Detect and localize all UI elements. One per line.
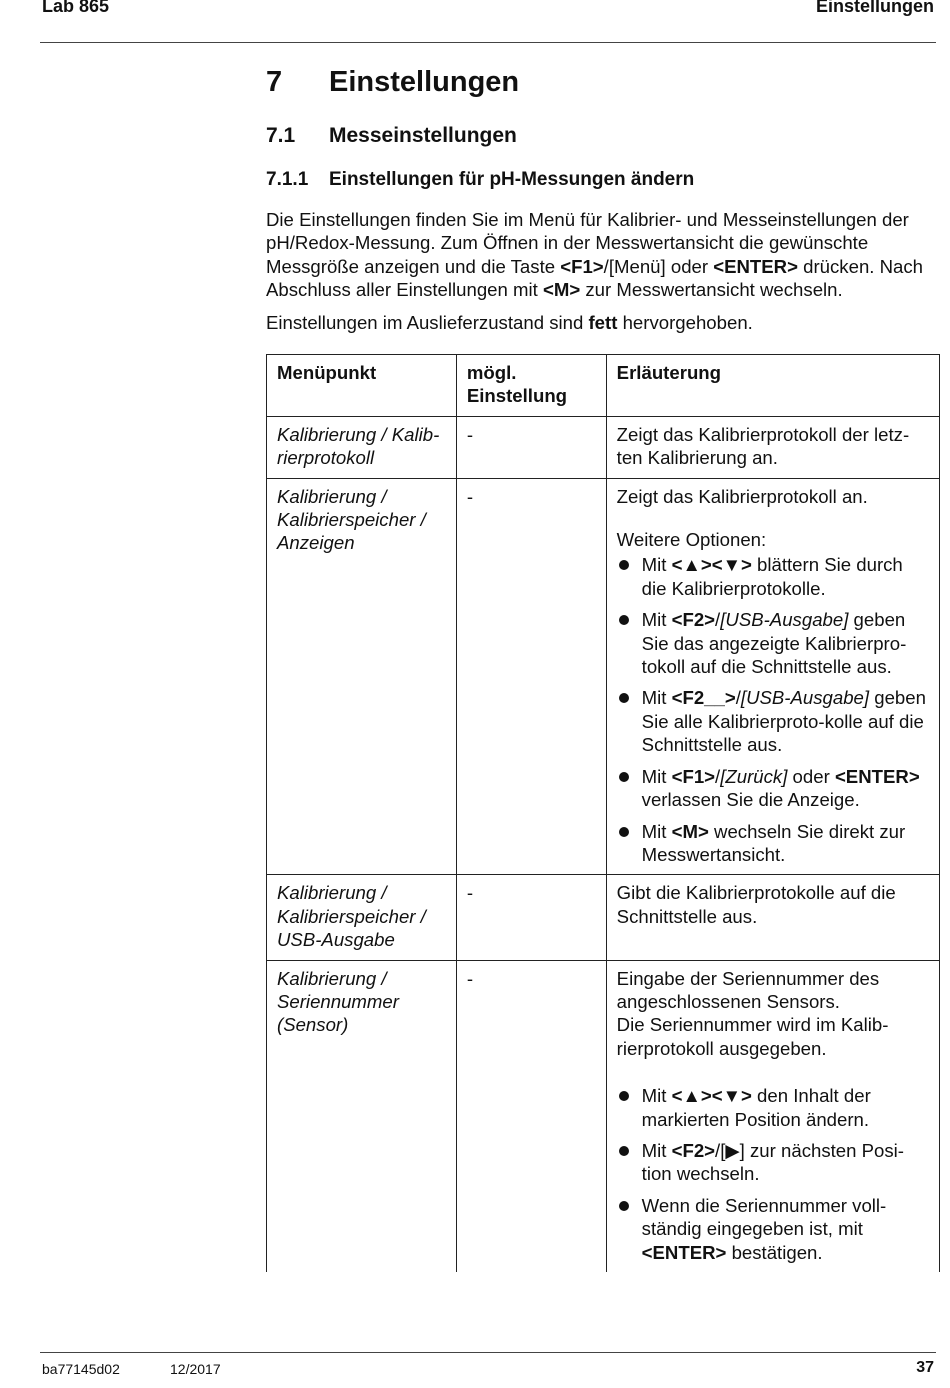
key-f2: <F2> (671, 609, 716, 631)
page-number: 37 (916, 1359, 934, 1376)
desc-cell: Zeigt das Kalibrierprotokoll der letz-ten Kalibrierung an. (606, 416, 939, 478)
intro-text-c: drücken. Nach Abschluss aller Einstellungen mit (266, 255, 924, 301)
desc-text: Zeigt das Kalibrierprotokoll an. (616, 485, 868, 507)
col-header-menu: Menüpunkt (267, 355, 457, 417)
key-f2-long: <F2__> (671, 687, 736, 709)
header-rule (40, 42, 936, 43)
intro-text (266, 208, 946, 334)
key-up-down: <▲><▼> (671, 1085, 752, 1107)
default-note-a: Einstellungen im Auslieferzustand sind (266, 311, 589, 333)
menu-cell: Kalibrierung / Seriennummer (Sensor) (267, 960, 457, 1272)
col-header-setting-line1: mögl. (466, 362, 517, 383)
intro-text-b: /[Menü] oder (603, 255, 714, 277)
default-note-bold: fett (588, 311, 618, 333)
list-item: Mit <M> wechseln Sie direkt zur Messwertansicht. (617, 820, 929, 867)
list-item: Mit <F2>/[▶] zur nächsten Posi-tion wechseln. (617, 1139, 929, 1186)
desc-cell (606, 960, 939, 1272)
options-list (617, 553, 929, 866)
desc-cell (606, 478, 939, 875)
table-row (267, 875, 940, 960)
subsection-title: Einstellungen für pH-Messungen ändern (329, 169, 695, 190)
setting-cell: - (456, 416, 606, 478)
options-list (617, 1084, 929, 1264)
table-row (267, 416, 940, 478)
subsection-number: 7.1.1 (266, 169, 309, 190)
chapter-number: 7 (266, 66, 283, 98)
menu-cell: Kalibrierung / Kalibrierspeicher / USB-Ausgabe (267, 875, 457, 960)
setting-cell: - (456, 478, 606, 875)
setting-cell: - (456, 875, 606, 960)
default-note-b: hervorgehoben. (617, 311, 753, 333)
running-header-left: Lab 865 (42, 0, 110, 16)
document-id: ba77145d02 (42, 1361, 120, 1377)
chapter-heading (266, 66, 519, 99)
intro-paragraph (266, 208, 946, 302)
intro-text-d: zur Messwertansicht wechseln. (580, 279, 843, 301)
table-row (267, 478, 940, 875)
key-m: <M> (542, 279, 581, 301)
document-date: 12/2017 (170, 1361, 221, 1377)
running-header-right: Einstellungen (815, 0, 934, 16)
section-number: 7.1 (266, 124, 296, 147)
list-item: Mit <▲><▼> den Inhalt der markierten Position ändern. (617, 1084, 929, 1131)
footer-rule (40, 1352, 936, 1353)
list-item: Mit <▲><▼> blättern Sie durch die Kalibrierprotokolle. (617, 553, 929, 600)
desc-cell: Gibt die Kalibrierprotokolle auf die Schnittstelle aus. (606, 875, 939, 960)
table-header-row (267, 355, 940, 417)
intro-text-a: Die Einstellungen finden Sie im Menü für Kalibrier- und Messeinstellungen der pH/Redox-Messung. Zum Öffnen in der Messwertansicht die gewünschte Messgröße anzeigen und die Taste (266, 209, 909, 277)
list-item: Mit <F1>/[Zurück] oder <ENTER> verlassen Sie die Anzeige. (617, 765, 929, 812)
chapter-title: Einstellungen (329, 66, 520, 98)
key-up-down: <▲><▼> (671, 554, 752, 576)
options-title: Weitere Optionen: (616, 529, 767, 551)
col-header-setting-line2: Einstellung (466, 385, 568, 407)
subsection-heading (266, 169, 694, 191)
key-enter: <ENTER> (834, 765, 920, 787)
list-item: Mit <F2>/[USB-Ausgabe] geben Sie das angezeigte Kalibrierpro-tokoll auf die Schnittstelle aus. (617, 608, 929, 678)
section-heading (266, 124, 517, 148)
default-note (266, 311, 946, 334)
table-row (267, 960, 940, 1272)
key-m: <M> (671, 820, 709, 842)
key-f1: <F1> (671, 765, 716, 787)
desc-text: Eingabe der Seriennummer des angeschlossenen Sensors. (616, 967, 880, 1012)
section-title: Messeinstellungen (329, 124, 517, 147)
key-f2: <F2> (671, 1139, 716, 1161)
col-header-desc: Erläuterung (606, 355, 939, 417)
settings-table (266, 354, 940, 1272)
desc-text: Die Seriennummer wird im Kalib-rierprotokoll ausgegeben. (616, 1014, 889, 1059)
list-item: Mit <F2__>/[USB-Ausgabe] geben Sie alle Kalibrierproto-kolle auf die Schnittstelle aus. (617, 686, 929, 756)
list-item: Wenn die Seriennummer voll-ständig eingegeben ist, mit <ENTER> bestätigen. (617, 1194, 929, 1264)
setting-cell: - (456, 960, 606, 1272)
col-header-setting (456, 355, 606, 417)
key-enter: <ENTER> (713, 255, 798, 277)
menu-cell: Kalibrierung / Kalibrierspeicher / Anzeigen (267, 478, 457, 875)
menu-cell: Kalibrierung / Kalib-rierprotokoll (267, 416, 457, 478)
key-enter: <ENTER> (641, 1241, 727, 1263)
key-f1: <F1> (560, 255, 604, 277)
